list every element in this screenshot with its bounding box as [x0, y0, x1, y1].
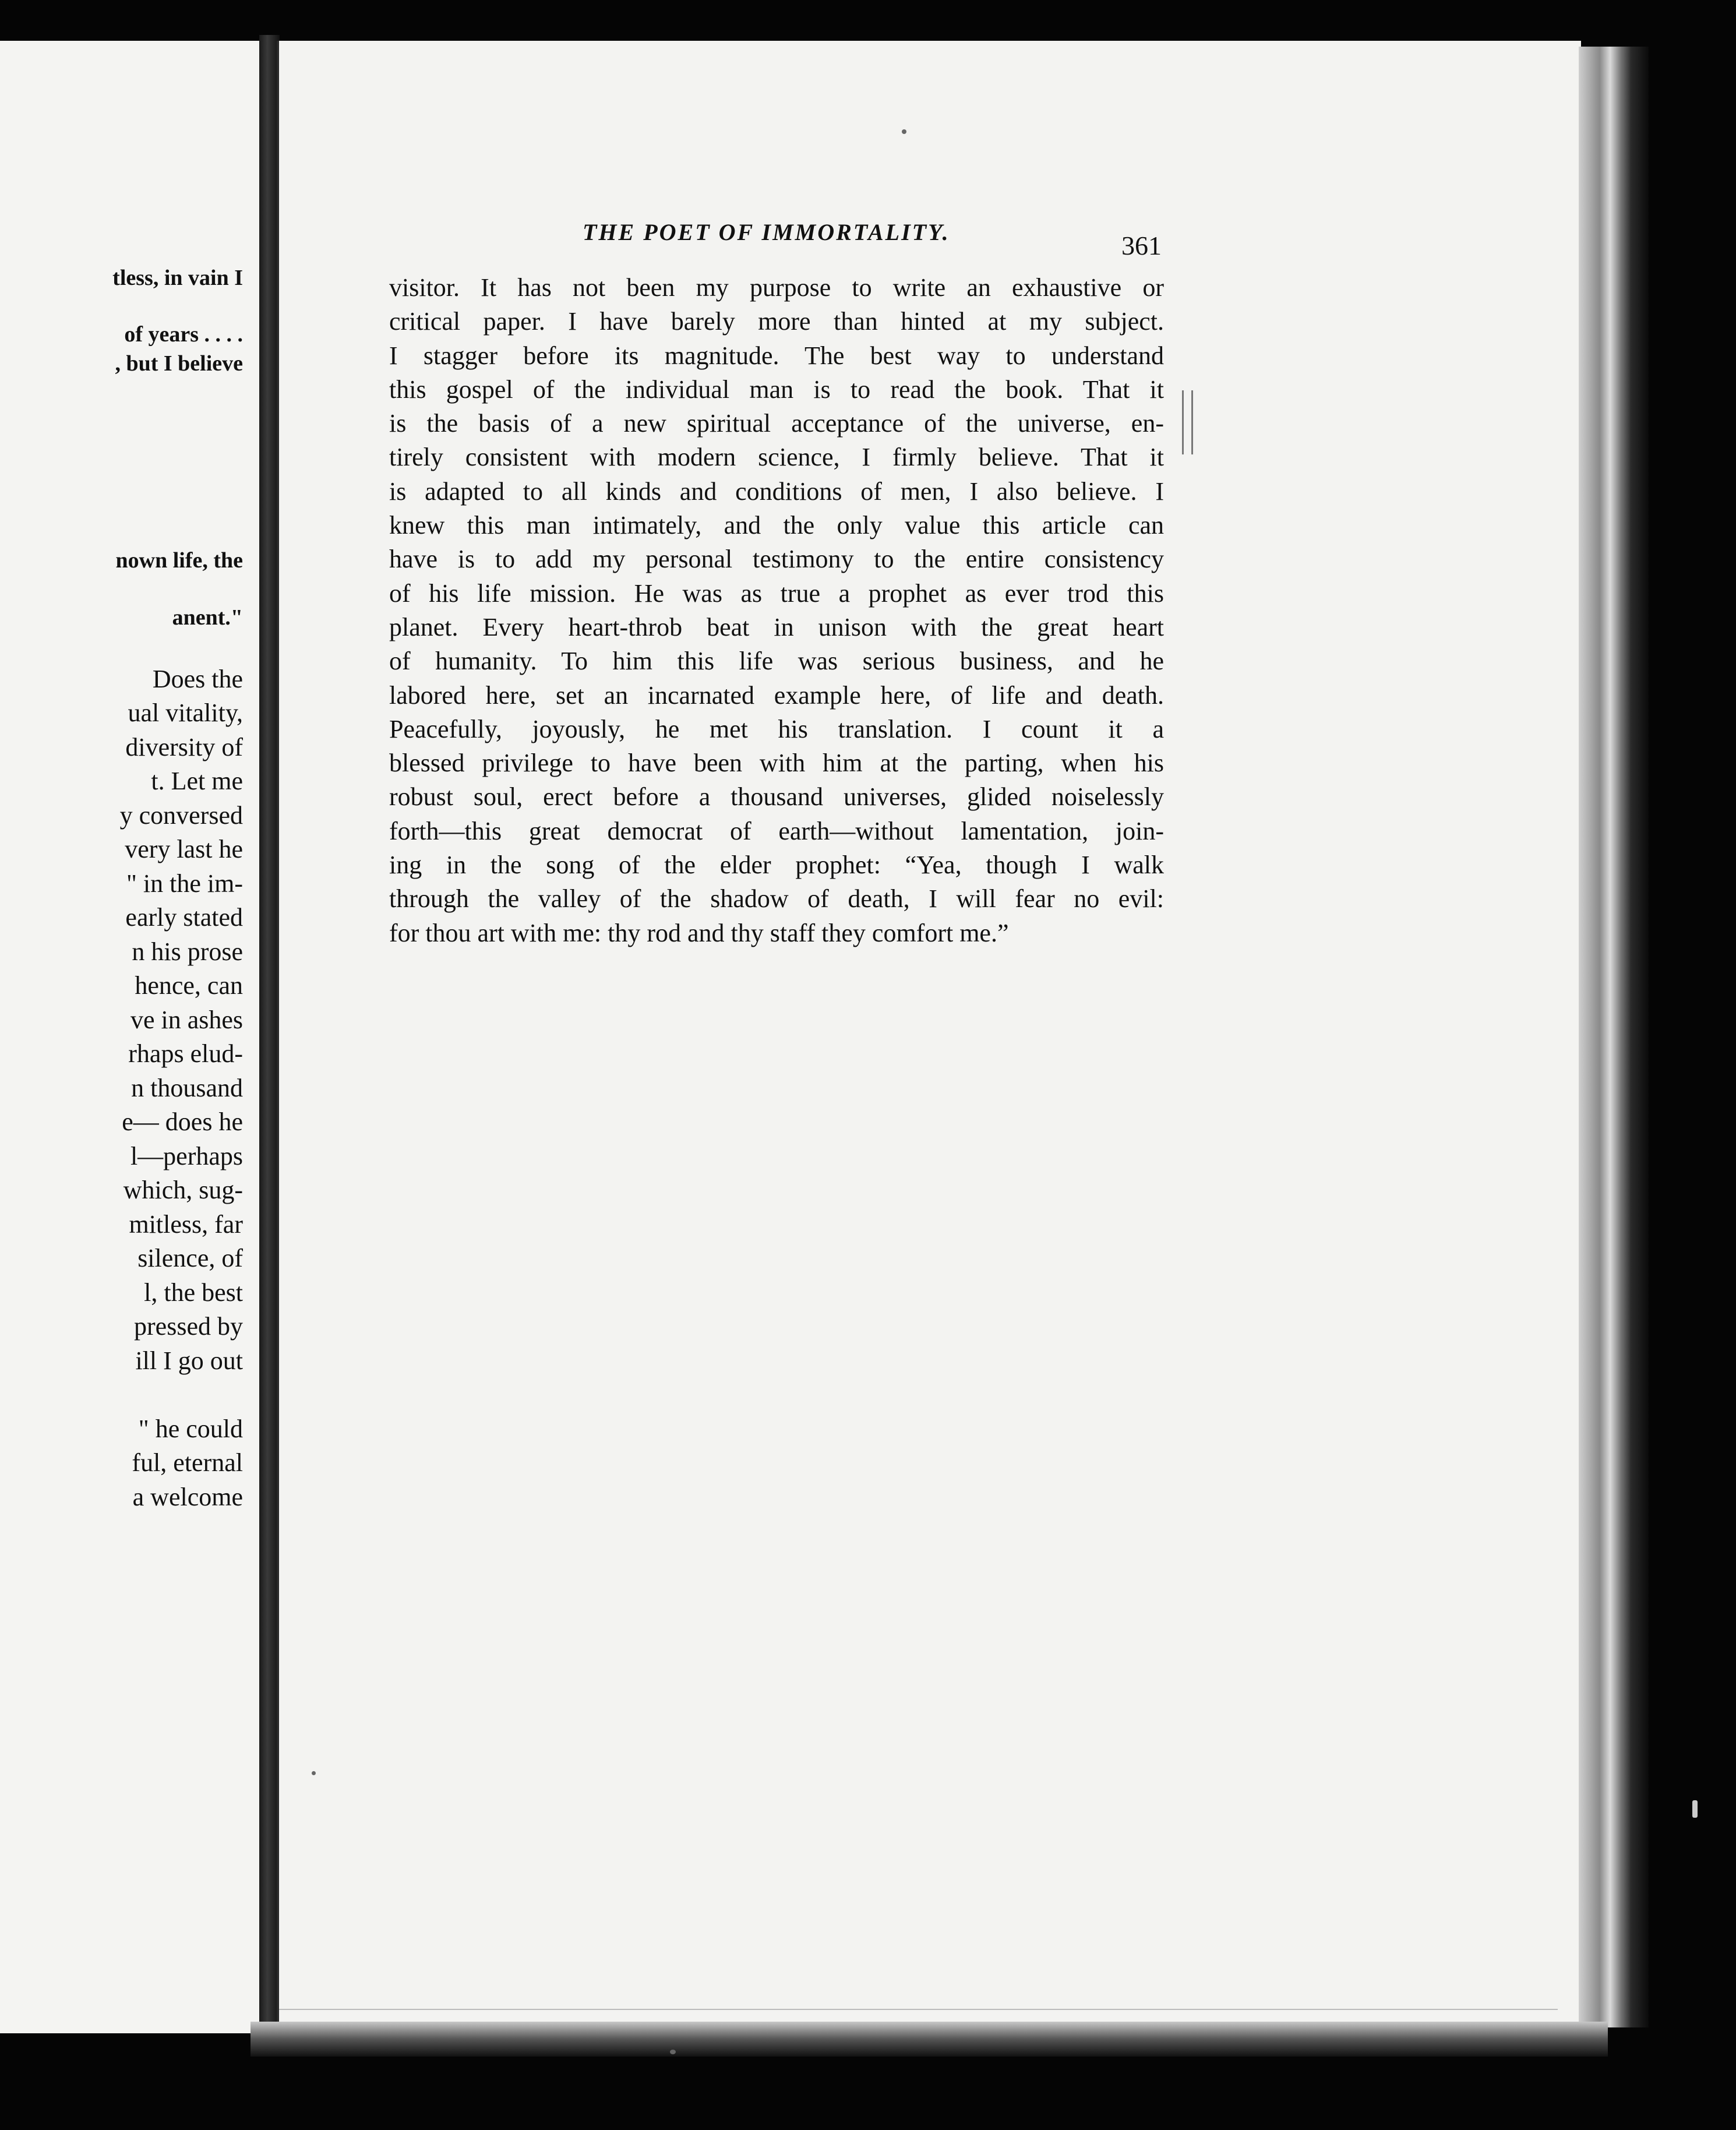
left-page-fragment: l—perhaps: [130, 1142, 243, 1170]
text-line: I stagger before its magnitude. The best way to understand: [389, 341, 1164, 370]
left-page-fragment: e— does he: [122, 1108, 243, 1136]
body-text: [389, 271, 1164, 950]
left-page-fragment: diversity of: [125, 733, 243, 761]
left-page-fragment: y conversed: [119, 801, 243, 830]
left-page-fragment: a welcome: [132, 1483, 243, 1511]
left-page-fragment: anent.": [172, 605, 243, 630]
scan-speck: [1692, 1800, 1698, 1818]
text-line: is the basis of a new spiritual acceptance of the universe, en-: [389, 409, 1164, 438]
text-line: robust soul, erect before a thousand universes, glided noiselessly: [389, 782, 1164, 812]
text-line: planet. Every heart-throb beat in unison with the great heart: [389, 612, 1164, 641]
text-line: labored here, set an incarnated example here, of life and death.: [389, 680, 1164, 710]
left-page-fragment: mitless, far: [129, 1210, 243, 1239]
scan-speck: [670, 2050, 676, 2054]
left-page-fragment: , but I believe: [115, 351, 243, 376]
text-line: critical paper. I have barely more than hinted at my subject.: [389, 307, 1164, 336]
left-page-fragment: nown life, the: [115, 548, 243, 573]
left-page-fragment: very last he: [125, 835, 243, 863]
text-line: Peacefully, joyously, he met his translation. I count it a: [389, 714, 1164, 743]
left-page-fragment: " in the im-: [126, 869, 243, 898]
left-page-fragment: n his prose: [132, 937, 243, 966]
text-line: for thou art with me: thy rod and thy staff they comfort me.”: [389, 918, 1009, 947]
left-page-fragment: ual vitality,: [128, 699, 243, 727]
left-page-fragment: n thousand: [131, 1074, 243, 1102]
left-page-fragment: " he could: [138, 1415, 243, 1443]
text-line: is adapted to all kinds and conditions of men, I also believe. I: [389, 477, 1164, 506]
scan-speck: [312, 1771, 316, 1775]
book-bottom-edge: [250, 2022, 1608, 2057]
left-page-fragment: Does the: [152, 665, 243, 693]
page-bottom-rule: [279, 2009, 1558, 2010]
text-line: have is to add my personal testimony to the entire consistency: [389, 545, 1164, 574]
page-number: 361: [1121, 231, 1162, 260]
left-page-fragment: tless, in vain I: [112, 266, 243, 290]
left-page-fragment: rhaps elud-: [128, 1039, 243, 1068]
left-page-fragment: pressed by: [134, 1312, 243, 1341]
left-page-fragment: ve in ashes: [130, 1006, 243, 1034]
text-line: knew this man intimately, and the only value this article can: [389, 511, 1164, 540]
text-line: of his life mission. He was as true a prophet as ever trod this: [389, 579, 1164, 608]
text-line: tirely consistent with modern science, I firmly believe. That it: [389, 443, 1164, 472]
text-line: visitor. It has not been my purpose to write an exhaustive or: [389, 273, 1164, 302]
text-line: ing in the song of the elder prophet: “Yea, though I walk: [389, 851, 1164, 880]
running-head: THE POET OF IMMORTALITY.: [583, 219, 950, 245]
left-page-fragment: ill I go out: [135, 1346, 243, 1375]
page-edges: [1579, 47, 1649, 2027]
text-line: through the valley of the shadow of death, I will fear no evil:: [389, 884, 1164, 914]
left-page-fragment: which, sug-: [123, 1176, 243, 1204]
left-page-fragment: hence, can: [135, 971, 243, 1000]
left-page-fragment: t. Let me: [151, 767, 243, 795]
previous-page: [0, 41, 263, 2033]
text-line: this gospel of the individual man is to read the book. That it: [389, 375, 1164, 404]
left-page-fragment: early stated: [125, 903, 243, 932]
scan-speck: [902, 129, 906, 134]
left-page-fragment: l, the best: [144, 1278, 243, 1307]
text-line: blessed privilege to have been with him at the parting, when his: [389, 749, 1164, 778]
margin-marking: [1180, 390, 1197, 454]
text-line: forth—this great democrat of earth—without lamentation, join-: [389, 816, 1164, 845]
left-page-fragment: silence, of: [137, 1244, 243, 1272]
left-page-fragment: of years . . . .: [124, 322, 243, 347]
text-line: of humanity. To him this life was serious business, and he: [389, 647, 1164, 676]
left-page-fragment: ful, eternal: [132, 1448, 243, 1477]
